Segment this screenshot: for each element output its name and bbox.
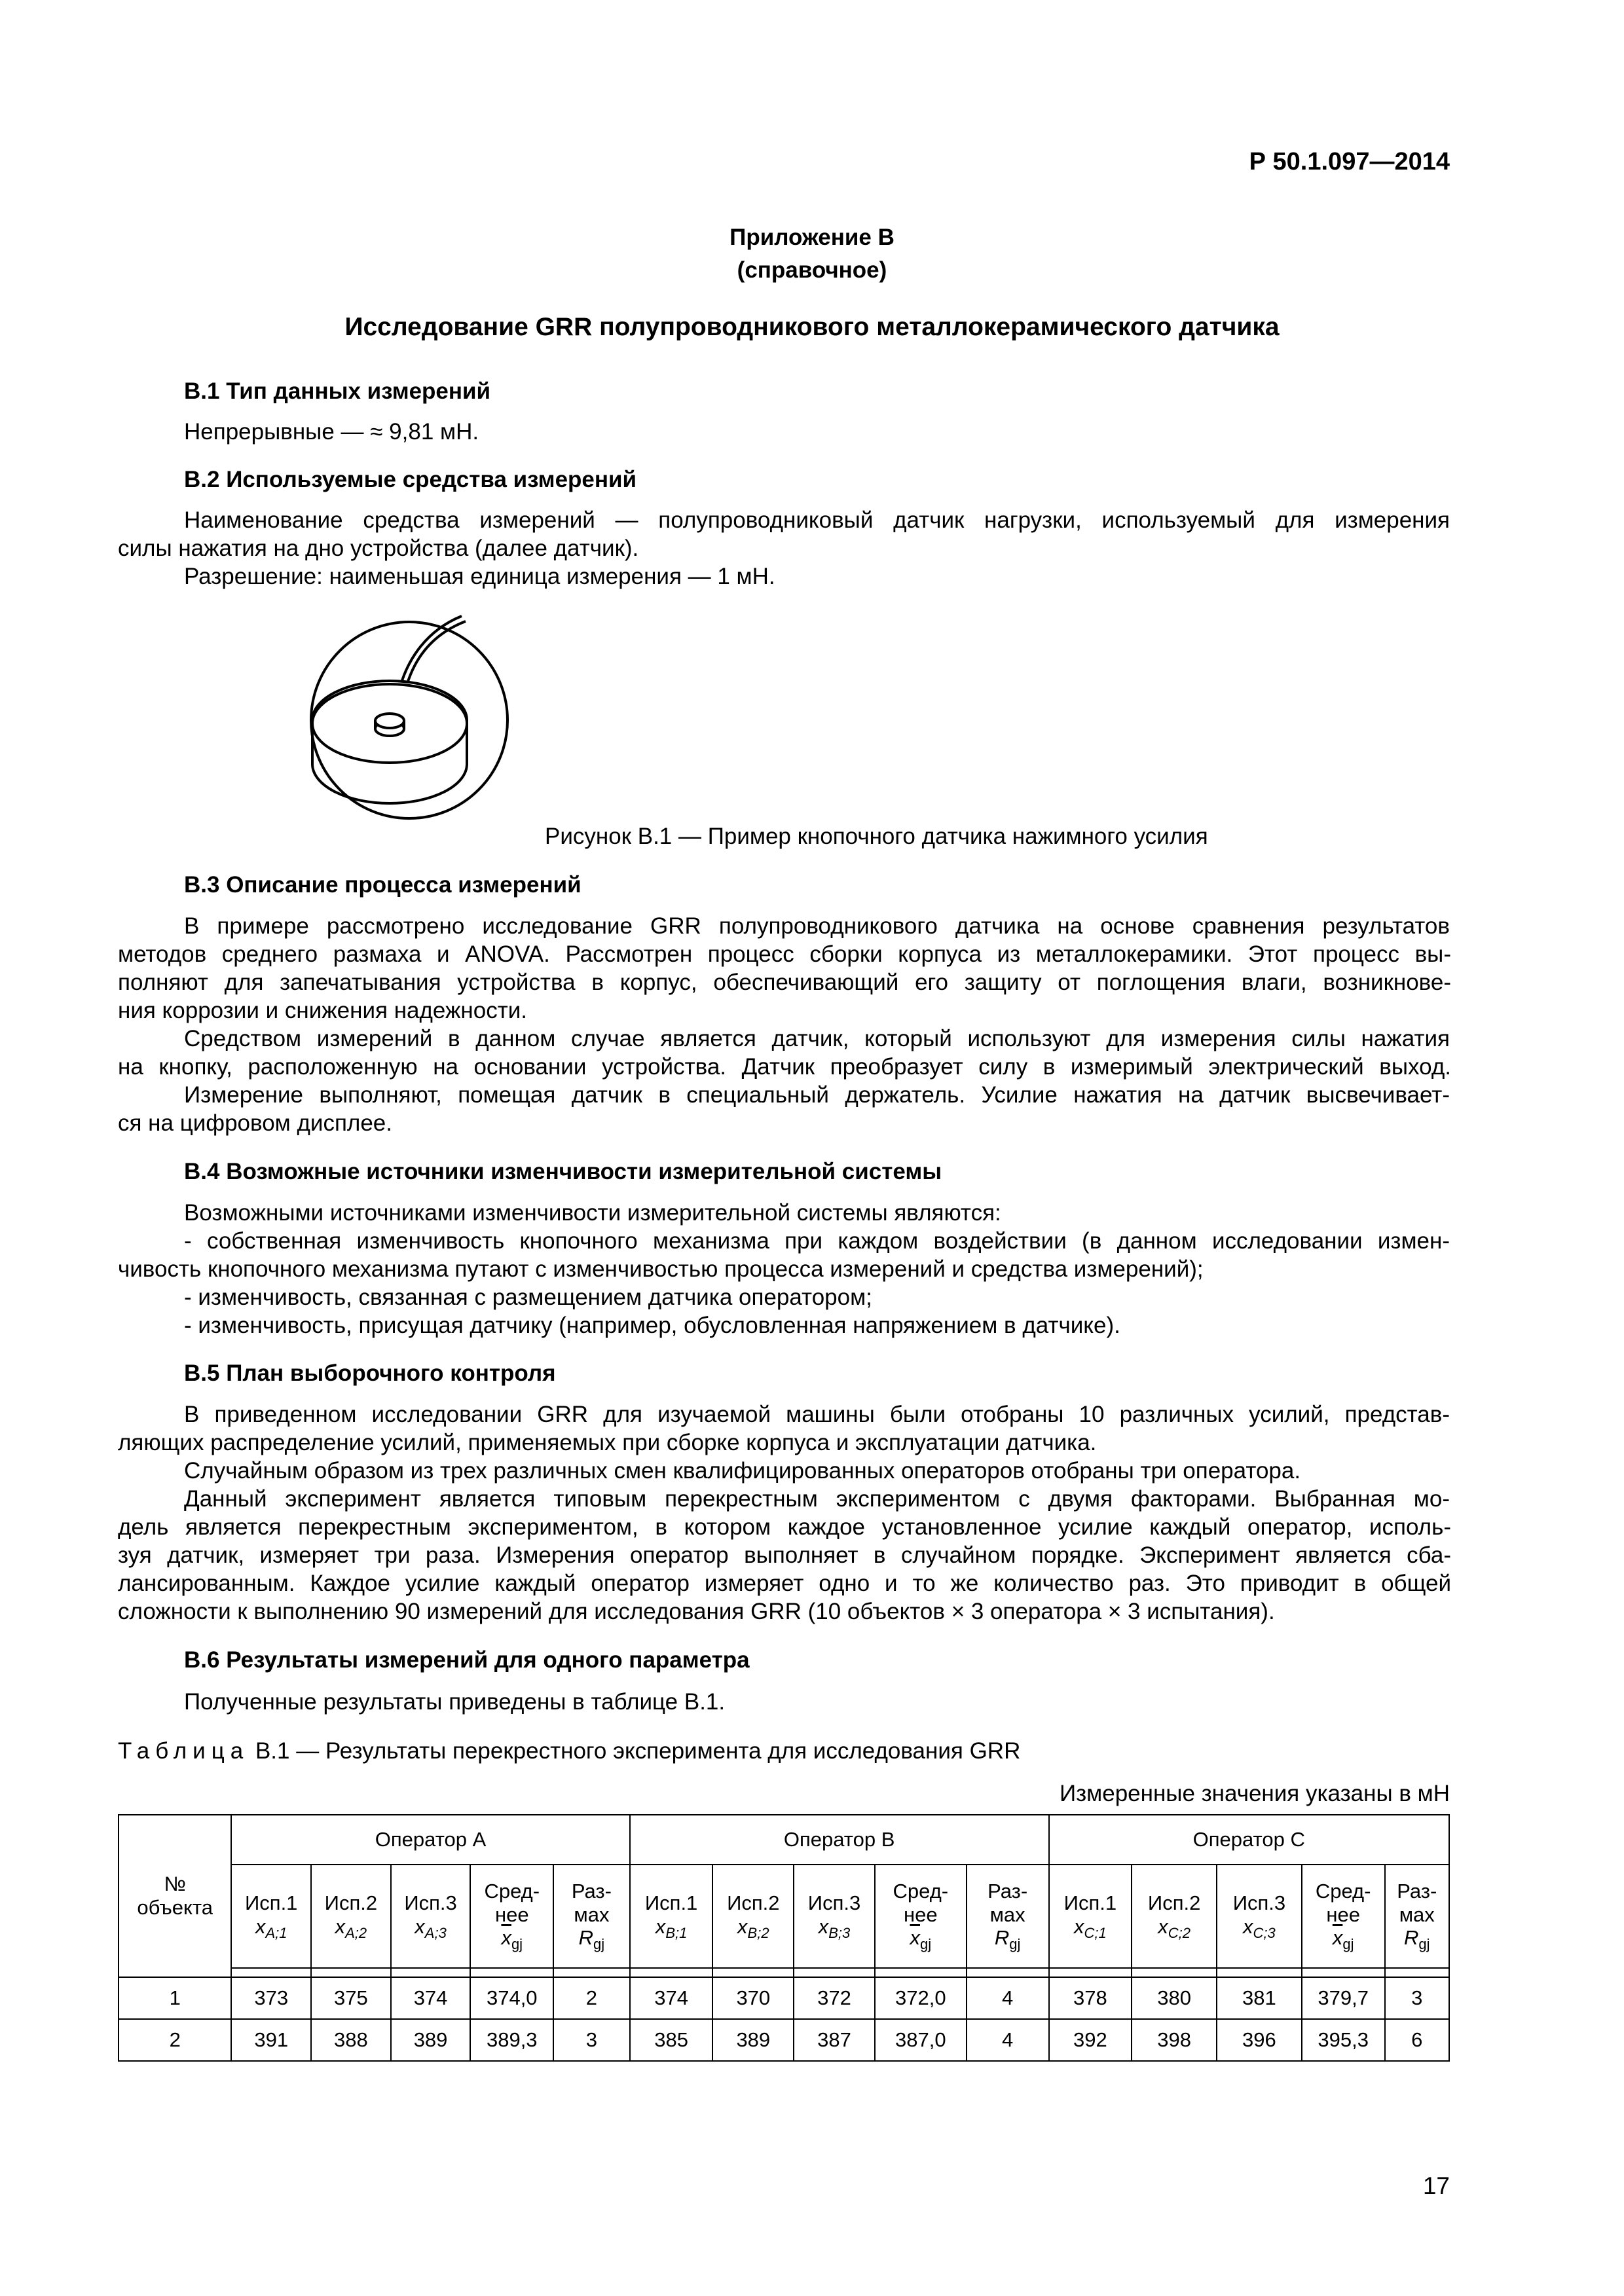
col-header-trial: Исп.1 $x_{C;1}$ bbox=[1049, 1865, 1132, 1968]
col-header-range: Раз- мах $R_{gj}$ bbox=[1385, 1865, 1449, 1968]
b3-line: Средством измерений в данном случае является датчик, который используют для измерения силы нажатия bbox=[184, 1026, 1450, 1051]
col-header-mean: Сред- нее $\overline{x}_{gj}$ bbox=[1302, 1865, 1385, 1968]
b4-line: Возможными источниками изменчивости измерительной системы являются: bbox=[184, 1200, 1001, 1226]
page-number: 17 bbox=[1422, 2172, 1450, 2199]
col-header-range: Раз- мах $R_{gj}$ bbox=[967, 1865, 1049, 1968]
object-number-cell: 1 bbox=[119, 1977, 231, 2019]
table-cell: 389,3 bbox=[470, 2019, 553, 2061]
table-cell: 374 bbox=[391, 1977, 471, 2019]
table-cell: 395,3 bbox=[1302, 2019, 1385, 2061]
b5-line: В приведенном исследовании GRR для изучаемой машины были отобраны 10 различных усилий, представ- bbox=[184, 1402, 1450, 1427]
figure-caption: Рисунок В.1 — Пример кнопочного датчика нажимного усилия bbox=[545, 824, 1208, 849]
operator-b-header: Оператор В bbox=[630, 1815, 1049, 1865]
col-header-mean: Сред- нее $\overline{x}_{gj}$ bbox=[875, 1865, 967, 1968]
table-cell: 380 bbox=[1132, 1977, 1217, 2019]
col-header-trial: Исп.2 $x_{C;2}$ bbox=[1132, 1865, 1217, 1968]
col-header-trial: Исп.3 $x_{C;3}$ bbox=[1217, 1865, 1302, 1968]
table-cell: 378 bbox=[1049, 1977, 1132, 2019]
table-cell: 374 bbox=[630, 1977, 713, 2019]
operator-c-header: Оператор С bbox=[1049, 1815, 1450, 1865]
section-heading-b4: В.4 Возможные источники изменчивости измерительной системы bbox=[184, 1159, 942, 1184]
table-cell: 4 bbox=[967, 2019, 1049, 2061]
b2-paragraph-line: Наименование средства измерений — полупроводниковый датчик нагрузки, используемый для измерения bbox=[184, 507, 1450, 533]
table-cell: 388 bbox=[311, 2019, 391, 2061]
table-cell: 370 bbox=[712, 1977, 794, 2019]
operator-a-header: Оператор А bbox=[231, 1815, 629, 1865]
table-row bbox=[119, 1977, 1449, 2019]
b2-resolution: Разрешение: наименьшая единица измерения — 1 мН. bbox=[184, 564, 775, 589]
section-heading-b1: В.1 Тип данных измерений bbox=[184, 378, 491, 404]
b3-line: методов среднего размаха и ANOVA. Рассмотрен процесс сборки корпуса из металлокерамики. Этот процесс вы- bbox=[118, 941, 1451, 967]
object-number-cell: 2 bbox=[119, 2019, 231, 2061]
table-cell: 389 bbox=[712, 2019, 794, 2061]
b3-line: на кнопку, расположенную на основании устройства. Датчик преобразует силу в измеримый электрический выход. bbox=[118, 1054, 1451, 1080]
b3-line: полняют для запечатывания устройства в корпус, обеспечивающий его защиту от поглощения влаги, возникнове- bbox=[118, 970, 1451, 995]
table-spacer-row bbox=[119, 1968, 1449, 1977]
b4-line: - собственная изменчивость кнопочного механизма при каждом воздействии (в данном исследовании измен- bbox=[184, 1228, 1450, 1254]
b5-line: дель является перекрестным экспериментом, в котором каждое установленное усилие каждый оператор, исполь- bbox=[118, 1514, 1451, 1540]
results-table bbox=[118, 1814, 1450, 2062]
b1-text: Непрерывные — ≈ 9,81 мН. bbox=[184, 419, 479, 445]
b3-line: ния коррозии и снижения надежности. bbox=[118, 998, 527, 1023]
table-caption bbox=[118, 1738, 1020, 1764]
appendix-title: Приложение В bbox=[729, 225, 895, 250]
section-heading-b2: В.2 Используемые средства измерений bbox=[184, 467, 637, 492]
b3-line: Измерение выполняют, помещая датчик в специальный держатель. Усилие нажатия на датчик высвечивает- bbox=[184, 1082, 1450, 1108]
standard-number: Р 50.1.097—2014 bbox=[1249, 148, 1450, 175]
b4-line: чивость кнопочного механизма путают с изменчивостью процесса измерений и средства измерений); bbox=[118, 1256, 1204, 1282]
table-cell: 396 bbox=[1217, 2019, 1302, 2061]
b5-line: Данный эксперимент является типовым перекрестным экспериментом с двумя факторами. Выбранная мо- bbox=[184, 1486, 1450, 1512]
table-cell: 3 bbox=[1385, 1977, 1449, 2019]
b5-line: Случайным образом из трех различных смен квалифицированных операторов отобраны три оператора. bbox=[184, 1458, 1301, 1484]
col-header-trial: Исп.1 $x_{B;1}$ bbox=[630, 1865, 713, 1968]
col-header-trial: Исп.3 $x_{A;3}$ bbox=[391, 1865, 471, 1968]
table-cell: 374,0 bbox=[470, 1977, 553, 2019]
table-cell: 391 bbox=[231, 2019, 311, 2061]
b5-line: лансированным. Каждое усилие каждый оператор измеряет одно и то же количество раз. Это приводит в общей bbox=[118, 1571, 1451, 1596]
table-cell: 372,0 bbox=[875, 1977, 967, 2019]
b2-paragraph-line: силы нажатия на дно устройства (далее датчик). bbox=[118, 536, 639, 561]
section-heading-b6: В.6 Результаты измерений для одного параметра bbox=[184, 1647, 750, 1673]
table-header-row bbox=[119, 1815, 1449, 1865]
table-cell: 398 bbox=[1132, 2019, 1217, 2061]
table-cell: 385 bbox=[630, 2019, 713, 2061]
object-number-header: № объекта bbox=[119, 1815, 231, 1977]
b4-line: - изменчивость, связанная с размещением датчика оператором; bbox=[184, 1285, 872, 1310]
table-cell: 375 bbox=[311, 1977, 391, 2019]
table-cell: 4 bbox=[967, 1977, 1049, 2019]
col-header-trial: Исп.2 $x_{A;2}$ bbox=[311, 1865, 391, 1968]
col-header-mean: Сред- нее $\overline{x}_{gj}$ bbox=[470, 1865, 553, 1968]
b5-line: ляющих распределение усилий, применяемых при сборке корпуса и эксплуатации датчика. bbox=[118, 1430, 1097, 1455]
table-caption-word: Таблица bbox=[118, 1738, 249, 1764]
b5-line: сложности к выполнению 90 измерений для исследования GRR (10 объектов × 3 оператора × 3 испытания). bbox=[118, 1599, 1275, 1624]
appendix-subtitle: (справочное) bbox=[737, 257, 887, 283]
b3-line: ся на цифровом дисплее. bbox=[118, 1110, 392, 1136]
table-cell: 387 bbox=[794, 2019, 875, 2061]
table-cell: 387,0 bbox=[875, 2019, 967, 2061]
table-cell: 379,7 bbox=[1302, 1977, 1385, 2019]
col-header-range: Раз- мах $R_{gj}$ bbox=[553, 1865, 630, 1968]
table-subheader-row bbox=[119, 1865, 1449, 1968]
table-cell: 373 bbox=[231, 1977, 311, 2019]
table-cell: 392 bbox=[1049, 2019, 1132, 2061]
section-heading-b5: В.5 План выборочного контроля bbox=[184, 1360, 556, 1386]
table-cell: 389 bbox=[391, 2019, 471, 2061]
section-heading-b3: В.3 Описание процесса измерений bbox=[184, 872, 581, 898]
table-row bbox=[119, 2019, 1449, 2061]
b3-line: В примере рассмотрено исследование GRR полупроводникового датчика на основе сравнения результатов bbox=[184, 913, 1450, 939]
col-header-trial: Исп.3 $x_{B;3}$ bbox=[794, 1865, 875, 1968]
units-note: Измеренные значения указаны в мН bbox=[1059, 1781, 1450, 1806]
col-header-trial: Исп.1 $x_{A;1}$ bbox=[231, 1865, 311, 1968]
sensor-figure bbox=[298, 612, 521, 822]
b5-line: зуя датчик, измеряет три раза. Измерения оператор выполняет в случайном порядке. Эксперимент является сба- bbox=[118, 1542, 1451, 1568]
table-cell: 381 bbox=[1217, 1977, 1302, 2019]
document-title: Исследование GRR полупроводникового металлокерамического датчика bbox=[344, 313, 1280, 341]
table-cell: 372 bbox=[794, 1977, 875, 2019]
table-caption-text: В.1 — Результаты перекрестного эксперимента для исследования GRR bbox=[249, 1738, 1021, 1764]
table-cell: 2 bbox=[553, 1977, 630, 2019]
b6-line: Полученные результаты приведены в таблице В.1. bbox=[184, 1689, 726, 1715]
table-cell: 6 bbox=[1385, 2019, 1449, 2061]
b4-line: - изменчивость, присущая датчику (например, обусловленная напряжением в датчике). bbox=[184, 1313, 1120, 1338]
col-header-trial: Исп.2 $x_{B;2}$ bbox=[712, 1865, 794, 1968]
table-cell: 3 bbox=[553, 2019, 630, 2061]
